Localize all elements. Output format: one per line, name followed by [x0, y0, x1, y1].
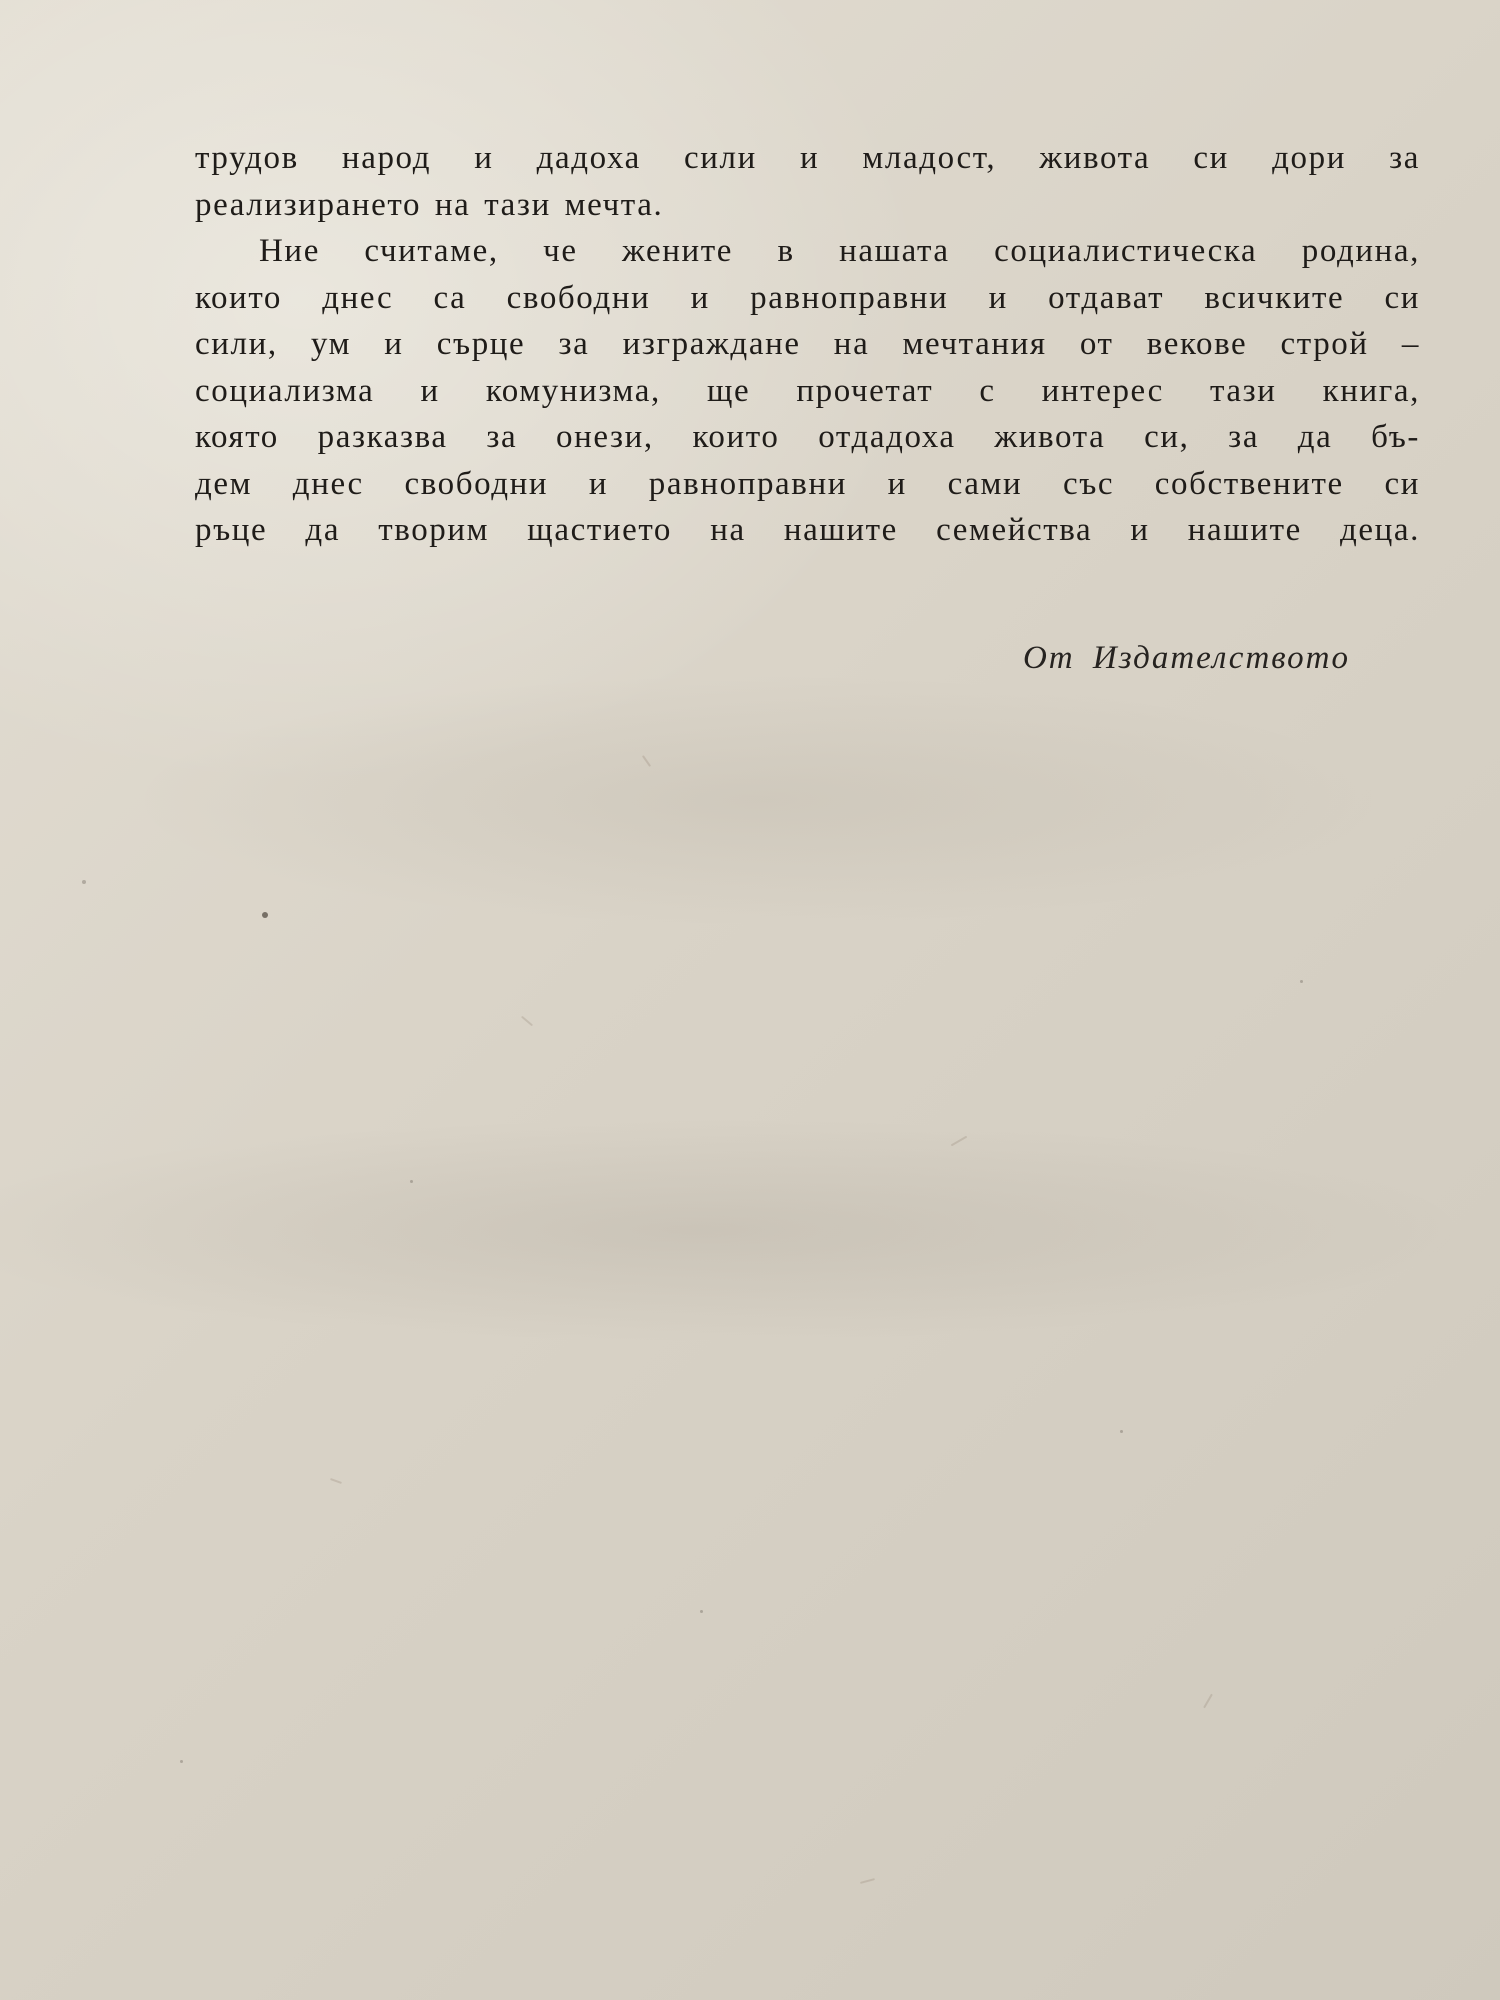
publisher-signature: От Издателството — [1022, 640, 1350, 676]
paper-speck — [410, 1180, 413, 1183]
paper-speck — [82, 880, 86, 884]
paper-fiber — [860, 1878, 875, 1884]
paper-fiber — [642, 755, 651, 767]
paper-speck — [1300, 980, 1303, 983]
text-line: сили, ум и сърце за изграждане на мечтания от векове строй – — [195, 326, 1420, 362]
text-line: трудов народ и дадоха сили и младост, живота си дори за — [195, 140, 1420, 176]
paper-fiber — [1203, 1694, 1213, 1709]
paper-fiber — [951, 1136, 968, 1147]
body-text — [195, 135, 1420, 554]
text-line: ръце да творим щастието на нашите семейства и нашите деца. — [195, 512, 1420, 548]
paper-fiber — [330, 1478, 342, 1484]
paper-speck — [700, 1610, 703, 1613]
text-line: Ние считаме, че жените в нашата социалистическа родина, — [259, 233, 1420, 269]
text-line: която разказва за онези, които отдадоха живота си, за да бъ- — [195, 419, 1420, 455]
paper-speck — [1120, 1430, 1123, 1433]
paper-fiber — [521, 1016, 533, 1027]
text-line: социализма и комунизма, ще прочетат с интерес тази книга, — [195, 372, 1420, 409]
text-line: които днес са свободни и равноправни и отдават всичките си — [195, 279, 1420, 316]
text-line: дем днес свободни и равноправни и сами със собствените си — [195, 465, 1420, 502]
text-line: реализирането на тази мечта. — [195, 186, 664, 223]
paper-speck — [180, 1760, 183, 1763]
paper-speck — [262, 912, 268, 918]
